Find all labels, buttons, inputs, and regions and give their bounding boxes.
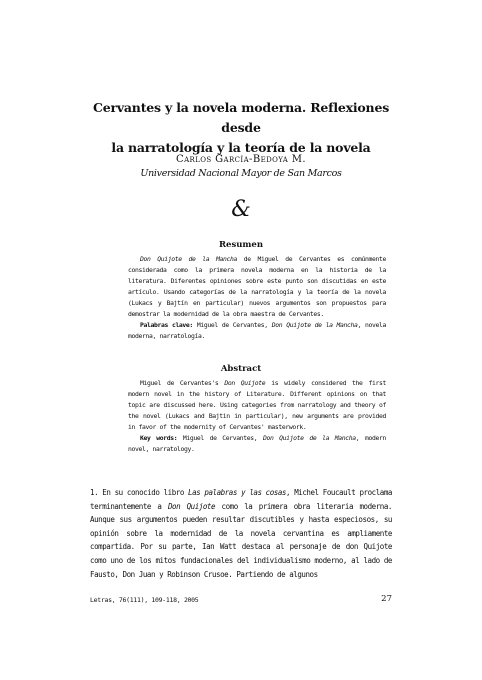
title-line-1: Cervantes y la novela moderna. Reflexiones desde xyxy=(92,100,390,135)
abstract-text xyxy=(128,378,386,433)
article-title xyxy=(76,98,406,158)
body-paragraph-1 xyxy=(90,486,392,581)
author-affiliation: Universidad Nacional Mayor de San Marcos xyxy=(140,168,342,179)
ampersand-ornament-icon: & xyxy=(231,197,251,222)
abstract-italic: Don Quijote xyxy=(224,379,266,387)
abstract-heading: Abstract xyxy=(220,364,262,374)
footer-citation: Letras, 76(111), 109-118, 2005 xyxy=(90,596,199,604)
abstract-keywords-text-2: , modern novel, narratology. xyxy=(128,434,386,453)
body-p1-c: como la primera obra literaria moderna. Aunque sus argumentos pueden resultar discutibles y hasta especiosos, su opinión sobre la modernidad de la novela cervantina es ampliamente compartida. Por su parte, Ian Watt destaca al personaje de don Quijote como uno de los mitos fundacionales del individualismo moderno, al lado de Fausto, Don Juan y Robinson Crusoe. Partiendo de algunos xyxy=(90,501,392,579)
resumen-keywords-text-2: , novela moderna, narratología. xyxy=(128,321,386,340)
abstract-keywords-text-1: Miguel de Cervantes, xyxy=(177,434,263,442)
resumen-text xyxy=(128,254,386,320)
body-p1-italic-2: Don Quijote xyxy=(167,501,216,511)
body-p1-b: , Michel Foucault proclama terminantemente a xyxy=(90,488,392,511)
body-p1-italic-1: Las palabras y las cosas xyxy=(188,488,286,497)
resumen-block xyxy=(128,254,386,342)
abstract-keywords-italic: Don Quijote de la Mancha xyxy=(262,434,356,442)
abstract-body-2: is widely considered the first modern novel in the history of Literature. Different opinions on that topic are discussed here. Using categories from narratology and theory of the novel (Lukacs and Bajtin in particular), new arguments are provided in favor of the modernity of Cervantes' masterwork. xyxy=(128,379,386,431)
abstract-keywords xyxy=(128,433,386,455)
resumen-keywords-label: Palabras clave: xyxy=(140,321,193,329)
body-p1-a: 1. En su conocido libro xyxy=(90,488,189,497)
title-line-2: la narratología y la teoría de la novela xyxy=(111,140,371,155)
resumen-title-italic: Don Quijote de la Mancha xyxy=(140,255,237,263)
author-name: Carlos García-Bedoya M. xyxy=(176,154,306,165)
abstract-keywords-label: Key words: xyxy=(140,434,178,442)
resumen-keywords xyxy=(128,320,386,342)
resumen-keywords-italic: Don Quijote de la Mancha xyxy=(271,321,358,329)
resumen-keywords-text-1: Miguel de Cervantes, xyxy=(192,321,272,329)
abstract-body-1: Miguel de Cervantes's xyxy=(140,379,225,387)
body-text xyxy=(90,486,392,581)
abstract-block xyxy=(128,378,386,455)
resumen-heading: Resumen xyxy=(218,240,264,250)
page-number: 27 xyxy=(381,594,392,604)
resumen-body: de Miguel de Cervantes es comúnmente considerada como la primera novela moderna en la historia de la literatura. Diferentes opiniones sobre este punto son discutidas en este artículo. Usando categorías de la narratología y la teoría de la novela (Lukacs y Bajtín en particular) nuevos argumentos son propuestos para demostrar la modernidad de la obra maestra de Cervantes. xyxy=(128,255,386,318)
